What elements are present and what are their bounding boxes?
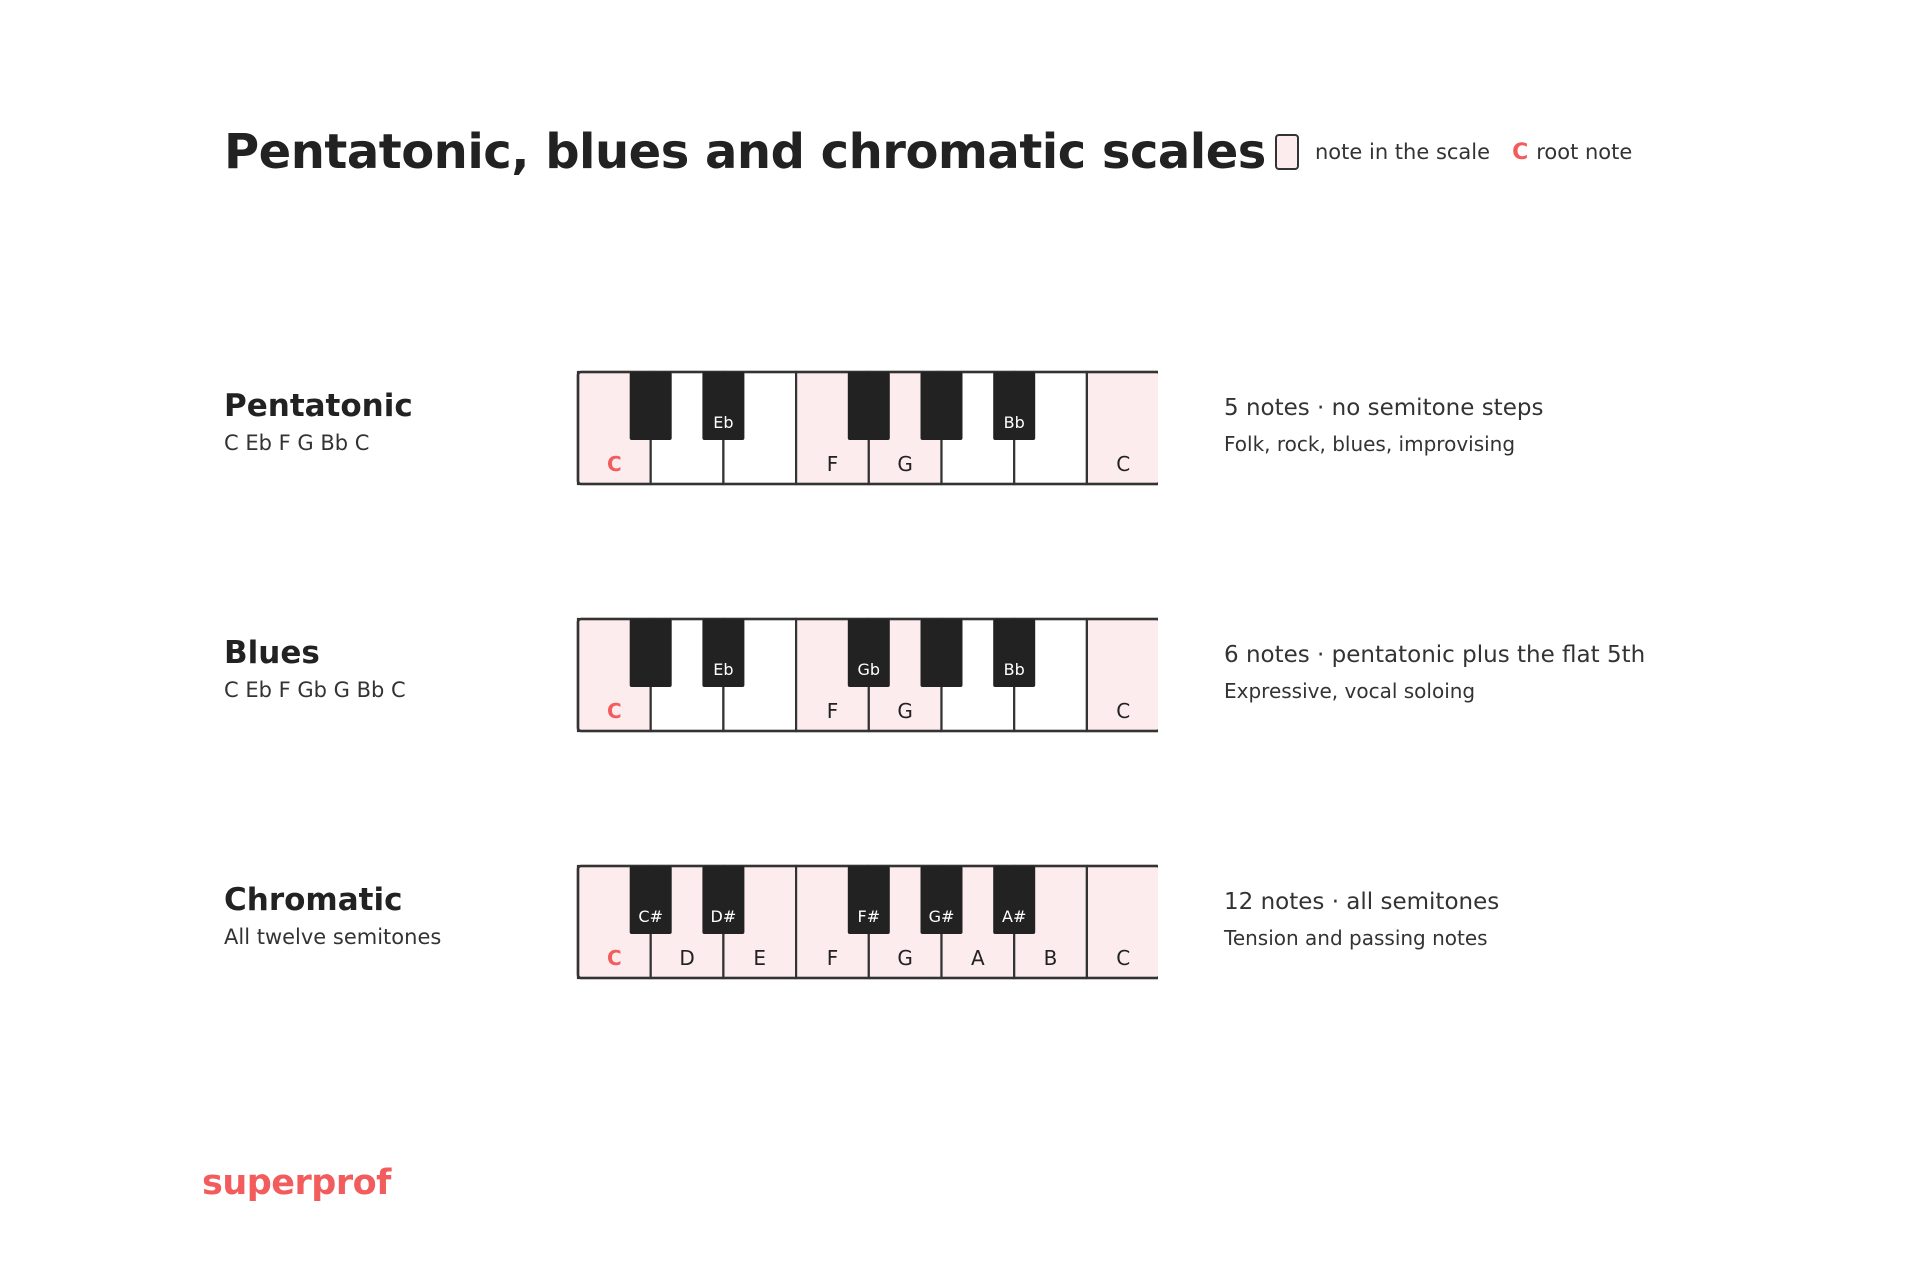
- scale-row-blues: [0, 617, 1920, 737]
- scale-summary: 12 notes · all semitones: [1224, 889, 1500, 915]
- white-key-label: C: [607, 699, 622, 723]
- white-key-label: C: [607, 946, 622, 970]
- white-key-label: A: [971, 946, 985, 970]
- black-key-label: A#: [1002, 907, 1027, 926]
- white-key-label: E: [753, 946, 767, 970]
- white-key-label: B: [1043, 946, 1058, 970]
- black-key-label: D#: [710, 907, 737, 926]
- white-key-label: C: [1116, 452, 1131, 476]
- scale-name: Pentatonic: [224, 388, 413, 424]
- black-key-label: F#: [857, 907, 881, 926]
- black-key-label: Gb: [857, 660, 881, 679]
- black-key-label: Bb: [1003, 660, 1025, 679]
- black-key-label: G#: [928, 907, 955, 926]
- page-title: Pentatonic, blues and chromatic scales: [224, 124, 1266, 180]
- black-key: [848, 372, 890, 440]
- keyboard-chromatic: [576, 864, 1158, 980]
- scale-name: Chromatic: [224, 882, 403, 918]
- white-key-label: C: [1116, 699, 1131, 723]
- keyboard-pentatonic: [576, 370, 1158, 486]
- legend: [1275, 132, 1632, 172]
- black-key: [630, 372, 672, 440]
- legend-scale-label: note in the scale: [1315, 140, 1491, 164]
- scale-notes: C Eb F Gb G Bb C: [224, 678, 406, 702]
- white-key-label: G: [897, 452, 913, 476]
- scale-usage: Folk, rock, blues, improvising: [1224, 432, 1516, 456]
- scale-summary: 5 notes · no semitone steps: [1224, 395, 1544, 421]
- black-key-label: C#: [638, 907, 663, 926]
- black-key-label: Eb: [713, 413, 734, 432]
- white-key-label: C: [1116, 946, 1131, 970]
- black-key-label: Eb: [713, 660, 734, 679]
- black-key-label: Bb: [1003, 413, 1025, 432]
- legend-root-symbol: C: [1512, 139, 1529, 165]
- scale-summary: 6 notes · pentatonic plus the flat 5th: [1224, 642, 1646, 668]
- black-key: [921, 372, 963, 440]
- keyboard-blues: [576, 617, 1158, 733]
- white-key-label: D: [679, 946, 695, 970]
- white-key-label: G: [897, 946, 913, 970]
- legend-scale-swatch: [1275, 134, 1299, 170]
- brand-logo: superprof: [202, 1163, 391, 1203]
- scale-notes: C Eb F G Bb C: [224, 431, 370, 455]
- white-key-label: F: [826, 699, 839, 723]
- scale-usage: Tension and passing notes: [1224, 926, 1488, 950]
- white-key-label: F: [826, 452, 839, 476]
- scale-usage: Expressive, vocal soloing: [1224, 679, 1476, 703]
- white-key-label: G: [897, 699, 913, 723]
- black-key: [630, 619, 672, 687]
- scale-name: Blues: [224, 635, 320, 671]
- white-key-label: C: [607, 452, 622, 476]
- white-key-label: F: [826, 946, 839, 970]
- legend-root-label: root note: [1536, 140, 1633, 164]
- scale-row-chromatic: [0, 864, 1920, 984]
- scale-notes: All twelve semitones: [224, 925, 442, 949]
- scale-row-pentatonic: [0, 370, 1920, 490]
- black-key: [921, 619, 963, 687]
